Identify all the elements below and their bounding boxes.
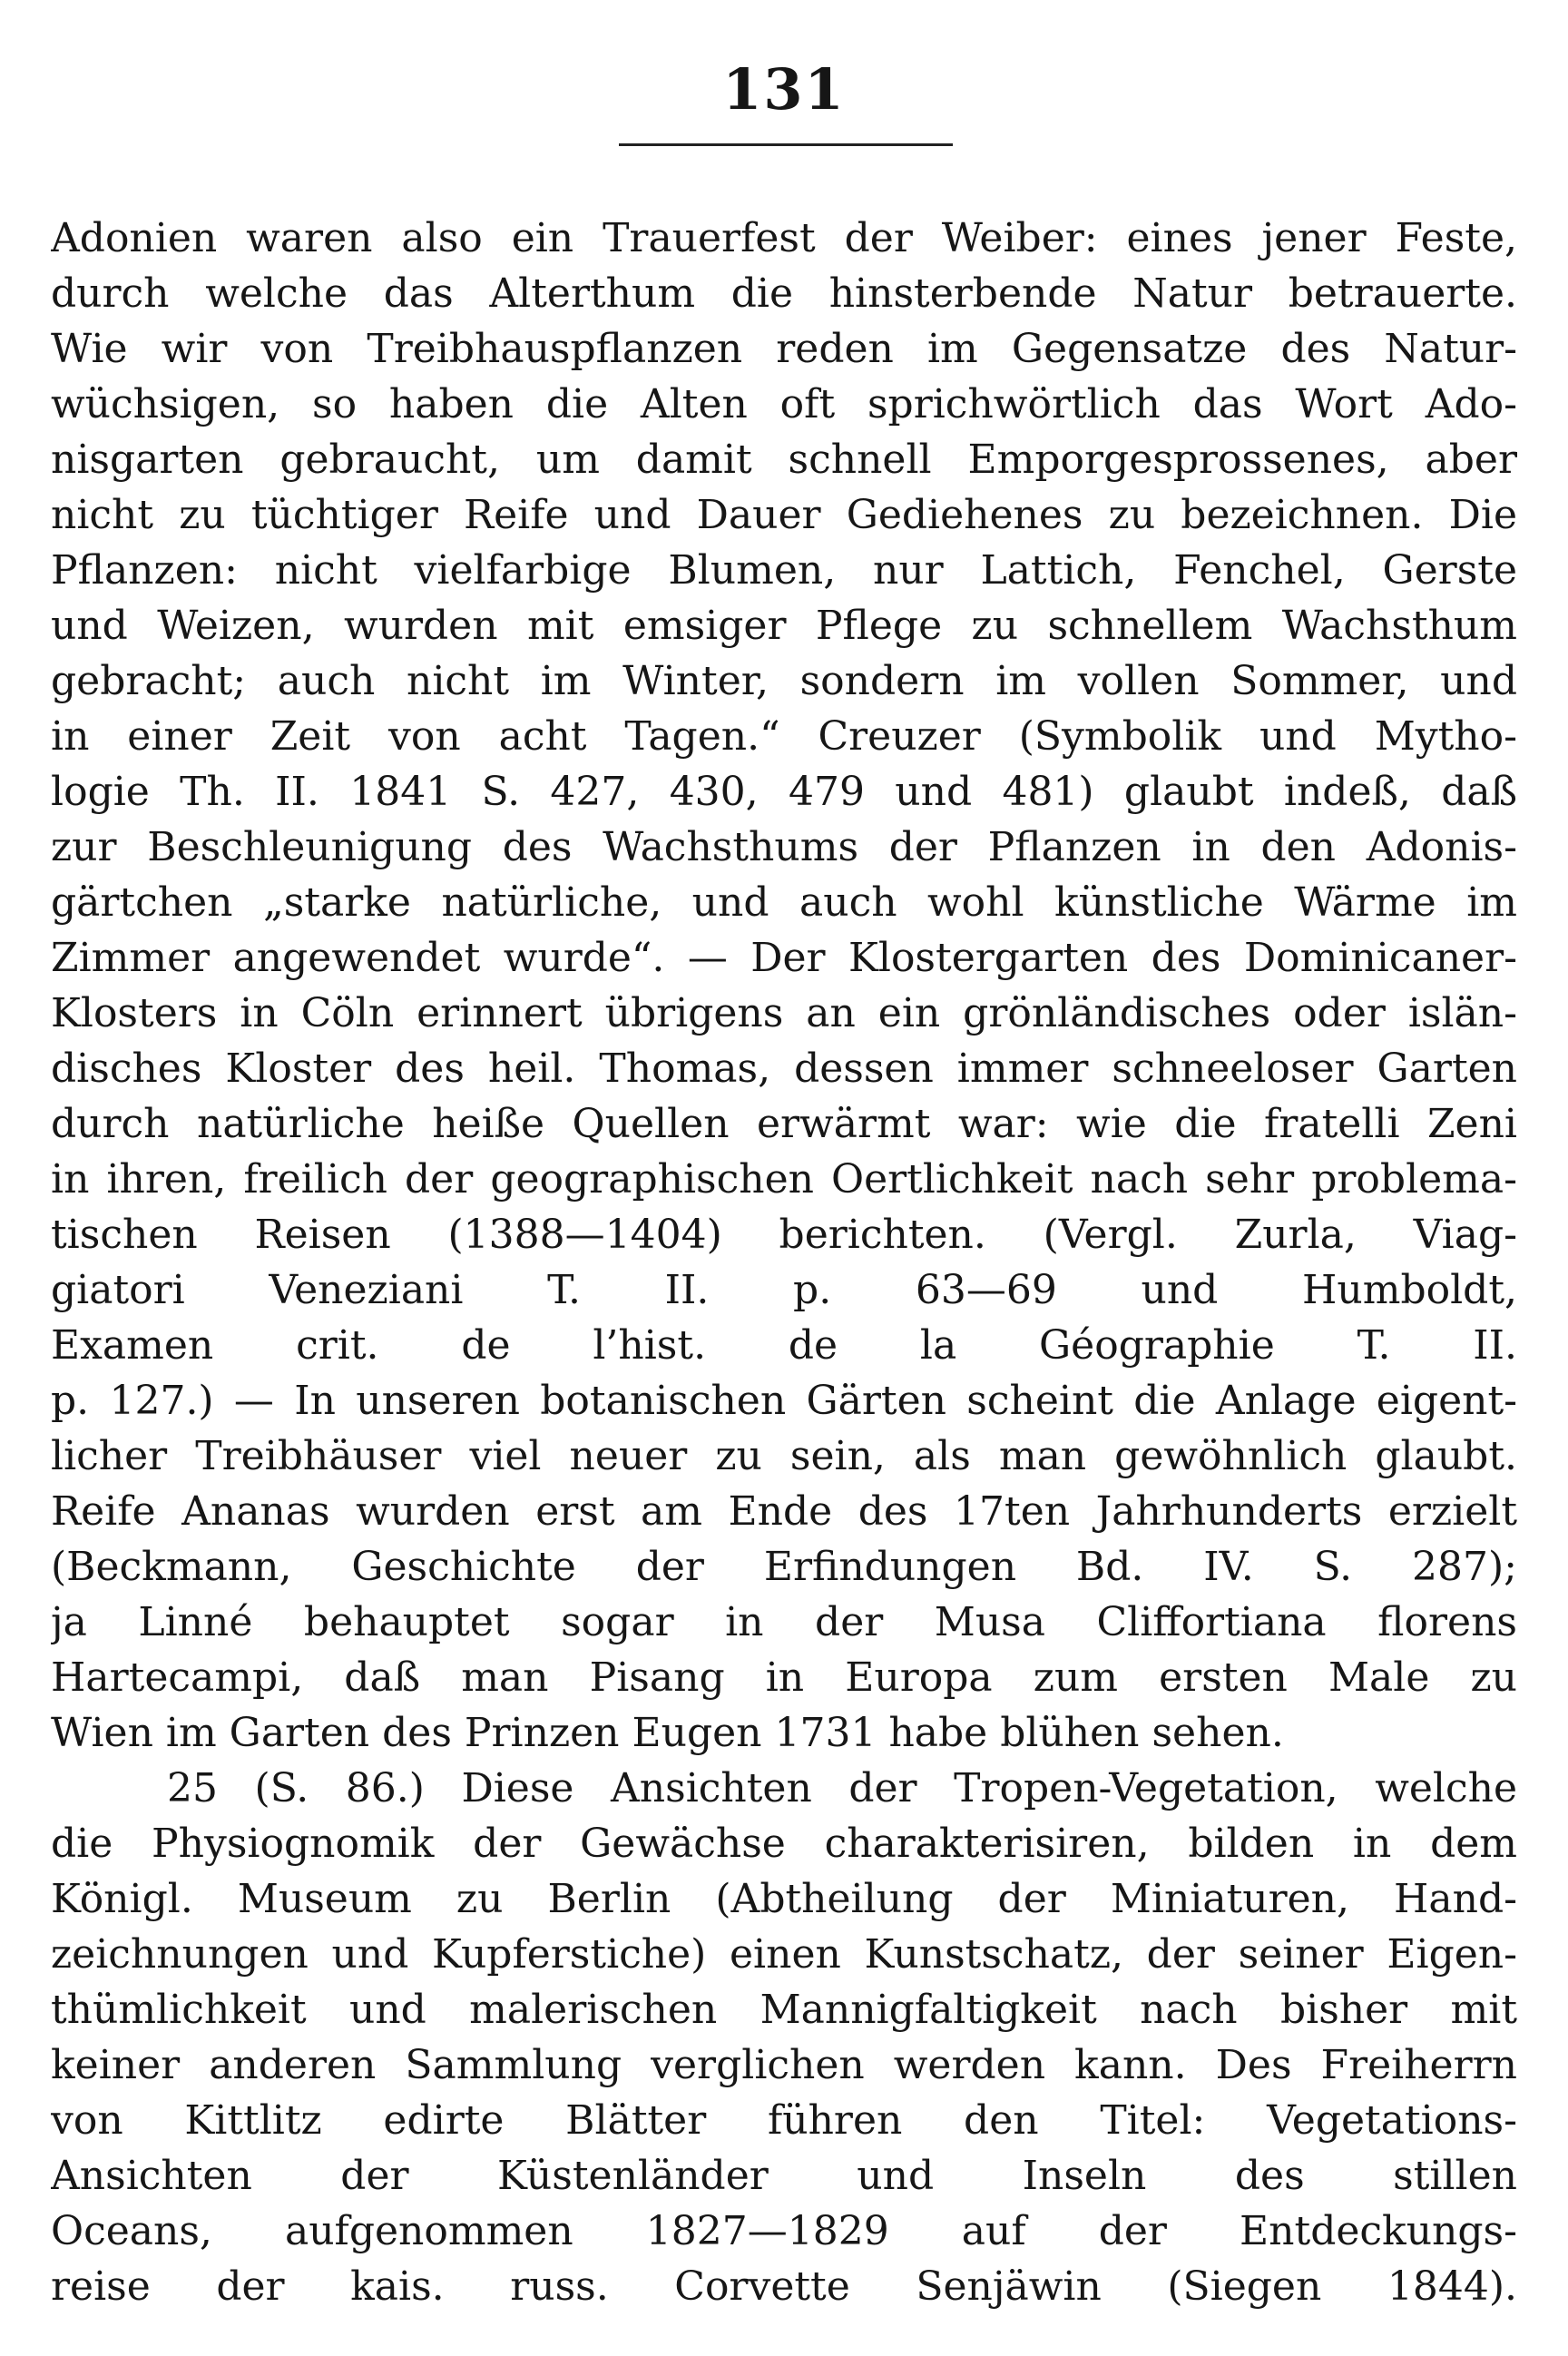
text-line: von Kittlitz edirte Blätter führen den Titel: Vegetations- [51,2097,1517,2144]
text-line: Wie wir von Treibhauspflanzen reden im Gegensatze des Natur- [51,326,1517,372]
text-line: die Physiognomik der Gewächse charakterisiren, bilden in dem [51,1821,1517,1867]
text-line: in einer Zeit von acht Tagen.“ Creuzer (Symbolik und Mytho- [51,713,1517,760]
text-line: ja Linné behauptet sogar in der Musa Cliffortiana florens [51,1599,1517,1645]
text-line: p. 127.) — In unseren botanischen Gärten scheint die Anlage eigent- [51,1378,1517,1424]
text-line: Oceans, aufgenommen 1827—1829 auf der Entdeckungs- [51,2208,1517,2254]
text-line: wüchsigen, so haben die Alten oft sprichwörtlich das Wort Ado- [51,381,1517,427]
text-line: durch natürliche heiße Quellen erwärmt war: wie die fratelli Zeni [51,1101,1517,1147]
header-rule [619,143,953,146]
text-line: gärtchen „starke natürliche, und auch wohl künstliche Wärme im [51,879,1517,926]
text-line: in ihren, freilich der geographischen Oertlichkeit nach sehr problema- [51,1156,1517,1203]
text-line: Königl. Museum zu Berlin (Abtheilung der Miniaturen, Hand- [51,1876,1517,1922]
text-line: Reife Ananas wurden erst am Ende des 17ten Jahrhunderts erzielt [51,1488,1517,1535]
text-line: durch welche das Alterthum die hinsterbende Natur betrauerte. [51,270,1517,317]
text-line: zeichnungen und Kupferstiche) einen Kunstschatz, der seiner Eigen- [51,1931,1517,1978]
text-line: Adonien waren also ein Trauerfest der Weiber: eines jener Feste, [51,215,1517,261]
text-line: nisgarten gebraucht, um damit schnell Emporgesprossenes, aber [51,437,1517,483]
text-line: tischen Reisen (1388—1404) berichten. (Vergl. Zurla, Viag- [51,1212,1517,1258]
text-line: licher Treibhäuser viel neuer zu sein, als man gewöhnlich glaubt. [51,1433,1517,1479]
footnote-line: 25 (S. 86.) Diese Ansichten der Tropen-Vegetation, welche [167,1765,1517,1811]
body-text [51,211,1517,2314]
text-line: logie Th. II. 1841 S. 427, 430, 479 und 481) glaubt indeß, daß [51,769,1517,815]
text-line: keiner anderen Sammlung verglichen werden kann. Des Freiherrn [51,2042,1517,2088]
text-line: disches Kloster des heil. Thomas, dessen immer schneeloser Garten [51,1045,1517,1092]
text-line: und Weizen, wurden mit emsiger Pflege zu schnellem Wachsthum [51,603,1517,649]
text-line: Zimmer angewendet wurde“. — Der Klostergarten des Dominicaner- [51,935,1517,981]
text-line: zur Beschleunigung des Wachsthums der Pflanzen in den Adonis- [51,824,1517,870]
text-line: Ansichten der Küstenländer und Inseln des stillen [51,2153,1517,2199]
text-line: (Beckmann, Geschichte der Erfindungen Bd. IV. S. 287); [51,1544,1517,1590]
page-number: 131 [722,56,846,123]
text-line: giatori Veneziani T. II. p. 63—69 und Humboldt, [51,1267,1517,1313]
text-line: Examen crit. de l’hist. de la Géographie T. II. [51,1322,1517,1369]
text-line: Wien im Garten des Prinzen Eugen 1731 habe blühen sehen. [51,1710,1284,1756]
text-line: Pflanzen: nicht vielfarbige Blumen, nur Lattich, Fenchel, Gerste [51,547,1517,594]
text-line: Hartecampi, daß man Pisang in Europa zum ersten Male zu [51,1654,1517,1701]
text-line: reise der kais. russ. Corvette Senjäwin (Siegen 1844). [51,2263,1517,2310]
text-line: thümlichkeit und malerischen Mannigfaltigkeit nach bisher mit [51,1987,1517,2033]
text-line: nicht zu tüchtiger Reife und Dauer Gediehenes zu bezeichnen. Die [51,492,1517,538]
text-line: gebracht; auch nicht im Winter, sondern im vollen Sommer, und [51,658,1517,704]
text-line: Klosters in Cöln erinnert übrigens an ein grönländisches oder islän- [51,990,1517,1036]
